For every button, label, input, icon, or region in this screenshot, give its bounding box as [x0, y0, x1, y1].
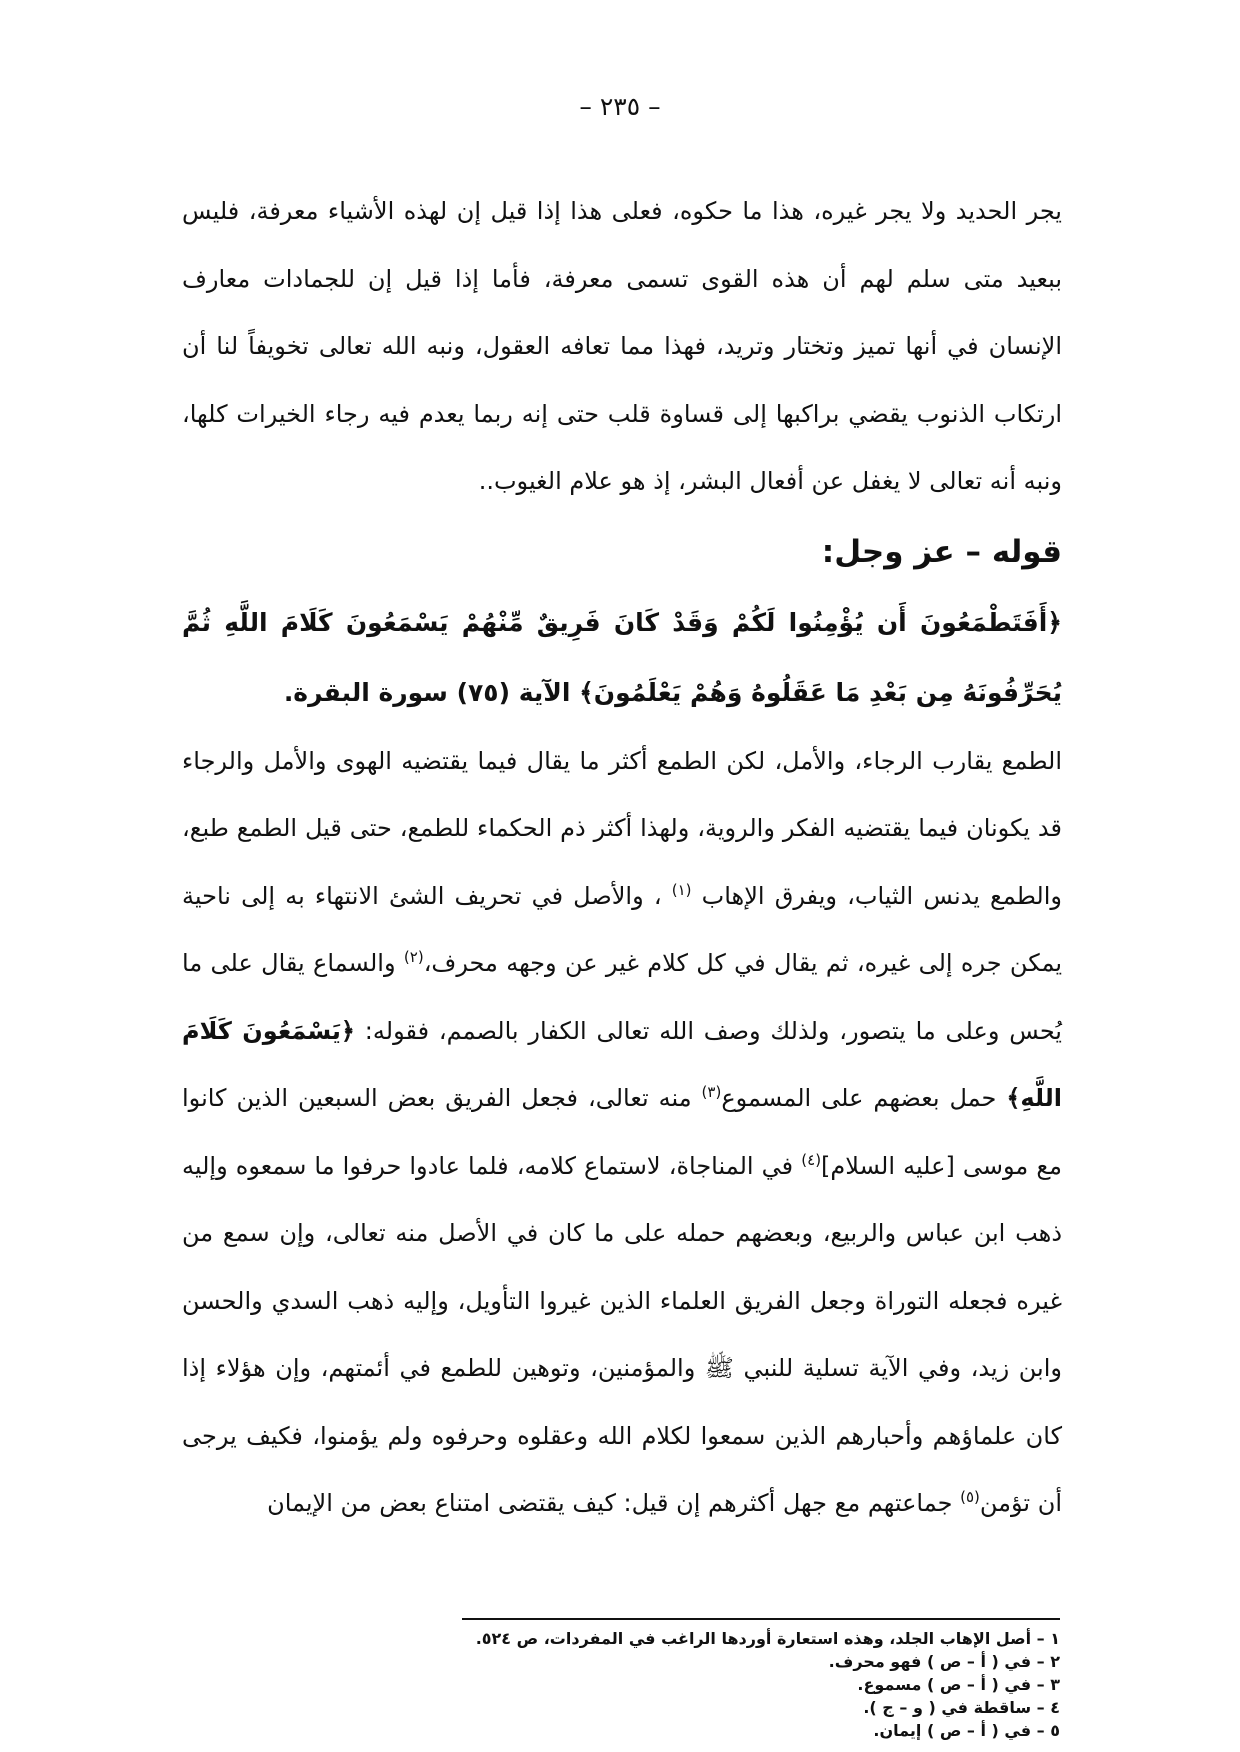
footnote-divider — [462, 1618, 1060, 1620]
page-number: – ٢٣٥ – — [579, 92, 661, 121]
footnote-ref-3: (٣) — [701, 1083, 722, 1101]
commentary-text: في المناجاة، لاستماع كلامه، فلما عادوا حرفوا ما سمعوه وإليه ذهب ابن عباس والربيع، وبعضهم حمله على ما كان في الأصل منه تعالى، وإن سمع من غيره فجعله التوراة وجعل الفريق العلماء الذين غيروا التأويل، وإليه ذهب السدي والحسن وابن زيد، وفي الآية تسلية للنبي ﷺ والمؤمنين، وتوهين للطمع في أئمتهم، وإن هؤلاء إذا كان علماؤهم وأحبارهم الذين سمعوا لكلام الله وعقلوه وحرفوه ولم يؤمنوا، فكيف يرجى أن تؤمن — [182, 1151, 1062, 1517]
intro-paragraph: يجر الحديد ولا يجر غيره، هذا ما حكوه، فعلى هذا إذا قيل إن لهذه الأشياء معرفة، فليس ببعيد متى سلم لهم أن هذه القوى تسمى معرفة، فأما إذا قيل إن للجمادات معارف الإنسان في أنها تميز وتختار وتريد، فهذا مما تعافه العقول، ونبه الله تعالى تخويفاً لنا أن ارتكاب الذنوب يقضي براكبها إلى قساوة قلب حتى إنه ربما يعدم فيه رجاء الخيرات كلها، ونبه أنه تعالى لا يغفل عن أفعال البشر، إذ هو علام الغيوب.. — [182, 197, 1062, 495]
footnote-5: ٥ – في ( أ – ص ) إيمان. — [873, 1721, 1060, 1740]
footnote-ref-1: (١) — [671, 880, 692, 899]
footnote-2: ٢ – في ( أ – ص ) فهو محرف. — [828, 1652, 1060, 1671]
commentary-text: حمل بعضهم على المسموع — [721, 1084, 997, 1112]
footnote-3: ٣ – في ( أ – ص ) مسموع. — [857, 1675, 1060, 1694]
commentary-paragraph — [182, 728, 1062, 1538]
section-heading: قوله – عز وجل: — [821, 533, 1062, 570]
footnotes-list — [460, 1627, 1060, 1742]
commentary-text: منه تعالى، فجعل الفريق بعض السبعين الذين كانوا مع موسى [عليه السلام] — [182, 1084, 1062, 1180]
footnote-ref-2: (٢) — [403, 948, 424, 966]
footnote-1: ١ – أصل الإهاب الجلد، وهذه استعارة أوردها الراغب في المفردات، ص ٥٢٤. — [475, 1629, 1060, 1648]
page-body — [182, 178, 1062, 1538]
footnote-ref-4: (٤) — [801, 1150, 822, 1169]
commentary-text: والسماع يقال على ما يُحس وعلى ما يتصور، ولذلك وصف الله تعالى الكفار بالصمم، فقوله: — [182, 949, 1062, 1045]
quran-verse: ﴿أَفَتَطْمَعُونَ أَن يُؤْمِنُوا لَكُمْ وَقَدْ كَانَ فَرِيقٌ مِّنْهُمْ يَسْمَعُونَ كَلَامَ اللَّهِ ثُمَّ يُحَرِّفُونَهُ مِن بَعْدِ مَا عَقَلُوهُ وَهُمْ يَعْلَمُونَ﴾ الآية (٧٥) سورة البقرة. — [182, 607, 1062, 707]
footnote-4: ٤ – ساقطة في ( و – ج ). — [863, 1698, 1060, 1717]
inline-verse: ﴿يَسْمَعُونَ كَلَامَ اللَّهِ﴾ — [182, 1016, 1062, 1112]
commentary-text: الطمع يقارب الرجاء، والأمل، لكن الطمع أكثر ما يقال فيما يقتضيه الهوى والأمل والرجاء قد يكونان فيما يقتضيه الفكر والروية، ولهذا أكثر ذم الحكماء للطمع، حتى قيل الطمع طبع، والطمع يدنس الثياب، ويفرق الإهاب — [182, 746, 1062, 910]
commentary-text: جماعتهم مع جهل أكثرهم إن قيل: كيف يقتضى امتناع بعض من الإيمان — [267, 1489, 953, 1517]
footnote-ref-5: (٥) — [960, 1488, 980, 1506]
commentary-text: ، والأصل في تحريف الشئ الانتهاء به إلى ناحية يمكن جره إلى غيره، ثم يقال في كل كلام غير عن وجهه محرف، — [182, 881, 1063, 977]
